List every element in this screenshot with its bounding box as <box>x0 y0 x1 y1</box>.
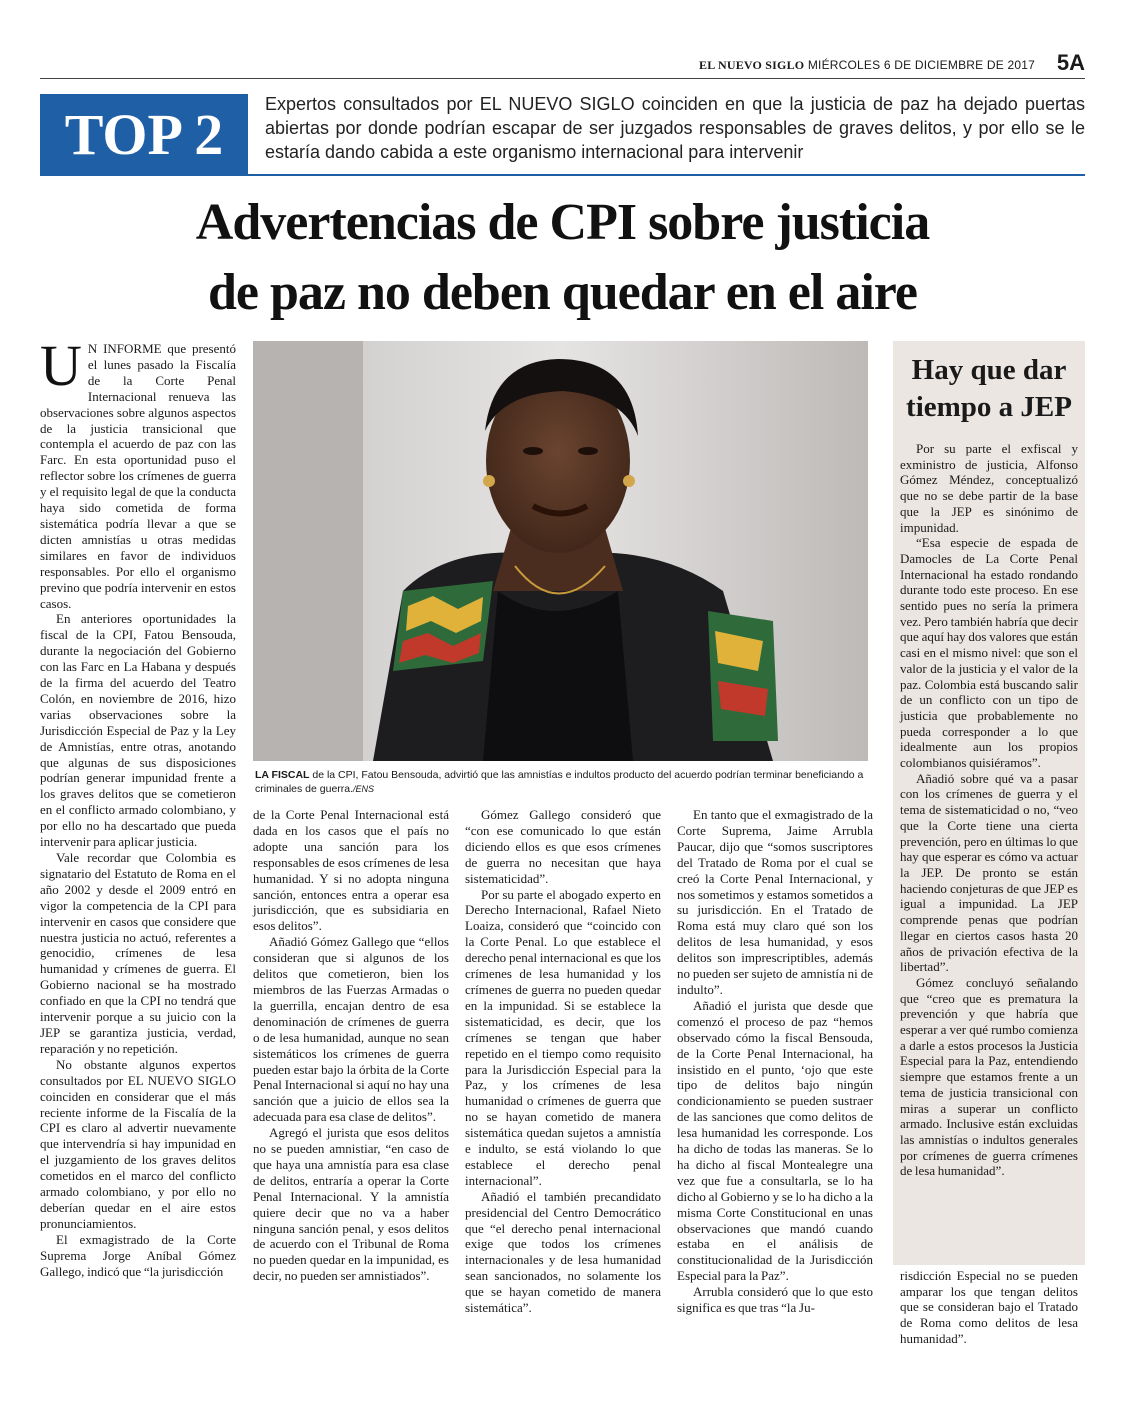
sidebar-title <box>893 352 1085 426</box>
article-column-3 <box>465 807 661 1316</box>
sidebar-paragraph: Añadió sobre qué va a pasar con los crímenes de guerra y el tema de sistematicidad o no, “veo que la Corte tiene una cierta prevención, pero en últimas lo que hay que esperar es cómo va actuar la JEP. De pronto se están haciendo conjeturas de que JEP es igual a impunidad. La JEP comprende penas que podrían llegar en ciertos casos hasta 20 años de privación efectiva de la libertad”. <box>900 770 1078 975</box>
article-paragraph: El exmagistrado de la Corte Suprema Jorge Aníbal Gómez Gallego, indicó que “la jurisdicción <box>40 1231 236 1279</box>
caption-label: LA FISCAL <box>255 769 310 781</box>
newspaper-dateline <box>699 58 1035 73</box>
headline-line-1: Advertencias de CPI sobre justicia <box>195 194 930 251</box>
article-paragraph: de la Corte Penal Internacional está dada en los casos que el país no adopte una sanción para los responsables de esos crímenes de lesa humanidad. Y si no adopta ninguna sanción, entonces entra a operar esa jurisdicción, que es subsidiaria en esos delitos”. <box>253 807 449 934</box>
sidebar-paragraph: Gómez concluyó señalando que “creo que es prematura la prevención y que habría que esperar a ver qué rumbo comienza a darle a estos procesos la Justicia Especial para la Paz, entendiendo siempre que estamos frente a un tema de justicia transicional con miras a superar un conflicto armado. Inclusive están excluidas las amnistías o indultos generales por crímenes de guerra crímenes de lesa humanidad”. <box>900 974 1078 1179</box>
article-paragraph: Gómez Gallego consideró que “con ese comunicado lo que están diciendo ellos es que esos crímenes de guerra no necesitan que haya sistematicidad”. <box>465 807 661 886</box>
article-column-2 <box>253 807 449 1284</box>
article-paragraph: Añadió el también precandidato presidencial del Centro Democrático que “el derecho penal internacional exige que todos los crímenes internacionales y de lesa humanidad sean sancionados, no solamente los que se hayan cometido de manera sistemática”. <box>465 1188 661 1316</box>
article-paragraph: No obstante algunos expertos consultados por EL NUEVO SIGLO coinciden en considerar que el más reciente informe de la Fiscalía de la CPI es claro al advertir nuevamente que intervendría si hay impunidad en el juzgamiento de los graves delitos cometidos en el marco del conflicto armado colombiano, y por ello no deberían quedar en el aire estos pronunciamientos. <box>40 1056 236 1231</box>
photo-fatou-bensouda <box>253 341 868 761</box>
headline <box>40 188 1085 328</box>
issue-date: MIÉRCOLES 6 DE DICIEMBRE DE 2017 <box>807 58 1035 72</box>
section-divider <box>248 174 1085 176</box>
drop-cap: U <box>40 333 82 398</box>
caption-text: de la CPI, Fatou Bensouda, advirtió que las amnistías e indultos producto del acuerdo podrían terminar beneficiando a criminales de guerra. <box>255 769 864 795</box>
sidebar-paragraph: Por su parte el exfiscal y exministro de justicia, Alfonso Gómez Méndez, conceptualizó que no se debe partir de la base que la JEP es sinónimo de impunidad. <box>900 441 1078 535</box>
article-paragraph: Vale recordar que Colombia es signatario del Estatuto de Roma en el año 2002 y desde el 2009 entró en vigor la competencia de la CPI para intervenir en casos que considere que nuestra justicia no actuó, referentes a genocidio, crímenes de lesa humanidad y crímenes de guerra. El Gobierno nacional se ha mostrado confiado en que la CPI no tendrá que intervenir porque a su juicio con la JEP se garantiza justicia, verdad, reparación y no repetición. <box>40 850 236 1056</box>
section-lead: Expertos consultados por EL NUEVO SIGLO coinciden en que la justicia de paz ha dejado puertas abiertas por donde podrían escapar de ser juzgados responsables de graves delitos, y por ello se le estaría dando cabida a este organismo internacional para intervenir <box>265 94 1085 162</box>
article-paragraph: U N INFORME que presentó el lunes pasado la Fiscalía de la Corte Penal Internacional renueva las observaciones sobre algunos aspectos de la justicia transicional que contempla el acuerdo de paz con las Farc. En esta oportunidad puso el reflector sobre los crímenes de guerra y el requisito legal de que la conducta haya sido cometida de forma sistemática podría llevar a que se dicten amnistías u otras medidas similares en favor de individuos responsables. Por ello el organismo previno que podría intervenir en estos casos. <box>40 333 236 611</box>
section-label: TOP 2 <box>40 94 248 176</box>
article-paragraph: En tanto que el exmagistrado de la Corte Suprema, Jaime Arrubla Paucar, dijo que “somos suscriptores del Tratado de Roma por el cual se creó la Corte Penal Internacional, y nos sometimos y estamos sometidos a su jurisdicción. En el Tratado de Roma está muy claro qué son los delitos de lesa humanidad, y esos delitos son imprescriptibles, además no pueden ser sujeto de amnistía ni de indulto”. <box>677 807 873 997</box>
portrait-illustration <box>253 341 868 761</box>
sidebar-title-line-2: tiempo a JEP <box>906 391 1072 423</box>
page-header <box>40 48 1085 79</box>
article-column-1 <box>40 333 236 1279</box>
article-column-4 <box>677 807 873 1316</box>
kente-pattern-left <box>393 581 493 671</box>
sidebar-paragraph: “Esa especie de espada de Damocles de La Corte Penal Internacional ha estado rondando durante todo este proceso. En ese sentido pues no sería la primera vez. Pero también habría que decir que aquí hay dos valores que están casi en el mismo nivel: que son el valor de la justicia y el valor de la paz. Colombia está buscando salir de un conflicto con un tipo de justicia que probablemente no pueda corresponder a lo que idealmente aun los propios colombianos quisiéramos”. <box>900 535 1078 771</box>
sidebar-title-line-1: Hay que dar <box>911 354 1067 386</box>
sidebar-body <box>900 441 1078 1179</box>
article-paragraph: Añadió Gómez Gallego que “ellos consideran que si algunos de los delitos que cometieron, bien los miembros de las Fuerzas Armadas o la guerrilla, encajan dentro de esa denominación de crímenes de guerra o de lesa humanidad, aunque no sean sistemáticos los crímenes de guerra pueden estar bajo la órbita de la Corte Penal Internacional si aquí no hay una sanción que a juicio de ellos sea la adecuada para esa clase de delitos”. <box>253 934 449 1125</box>
photo-caption <box>255 768 875 796</box>
article-paragraph: Agregó el jurista que esos delitos no se pueden amnistiar, “en caso de que haya una amnistía para esa clase de delitos, entraría a operar la Corte Penal Internacional. Y la amnistía quiere decir que no va a haber ninguna sanción penal, y esos delitos de acuerdo con el Tribunal de Roma no pueden quedar en la impunidad, es decir, no pueden ser amnistiados”. <box>253 1125 449 1284</box>
newspaper-name: EL NUEVO SIGLO <box>699 58 805 72</box>
page-number: 5A <box>1056 50 1085 75</box>
article-paragraph: Por su parte el abogado experto en Derecho Internacional, Rafael Nieto Loaiza, consideró que “coincido con la Corte Penal. Lo que establece el derecho penal internacional es que los crímenes de lesa humanidad y los crímenes de guerra no pueden quedar en la impunidad. Si se establece la sistematicidad, es decir, que los crímenes se tengan que haber repetido en el tiempo como requisito para la Jurisdicción Especial para la Paz, y los crímenes de lesa humanidad o crímenes de guerra que no se hayan cometido de manera sistemática quedan sujetos a amnistía e indulto, se está violando lo que establece el derecho penal internacional”. <box>465 886 661 1188</box>
photo-credit: /ENS <box>353 784 375 794</box>
article-continuation: risdicción Especial no se pueden amparar los que tengan delitos que se consideran bajo el Tratado de Roma como delitos de lesa humanidad”. <box>900 1268 1078 1346</box>
article-paragraph: Añadió el jurista que desde que comenzó el proceso de paz “hemos observado cómo la fiscal Bensouda, de la Corte Penal Internacional, ha insistido en el punto, ‘ojo que este tipo de delitos bajo ningún condicionamiento se pueden sustraer de las sanciones que como delitos de lesa humanidad les corresponde. Los ha dicho de todas las maneras. Se lo ha dicho al fiscal Montealegre una vez que fue a consultarla, se lo ha dicho al Gobierno y se lo ha dicho a la misma Corte Constitucional en unas observaciones que mandó cuando estaba en el análisis de constitucionalidad de la Jurisdicción Especial para la Paz”. <box>677 997 873 1284</box>
headline-line-2: de paz no deben quedar en el aire <box>207 264 917 321</box>
kente-pattern-right <box>708 611 778 741</box>
article-paragraph: En anteriores oportunidades la fiscal de la CPI, Fatou Bensouda, durante la negociación del Gobierno con las Farc en La Habana y después de la firma del acuerdo del Teatro Colón, en noviembre de 2016, hizo varias observaciones sobre la Jurisdicción Especial de Paz y la Ley de Amnistías, entre otras, anotando que algunas de sus disposiciones podrían generar impunidad frente a los graves delitos que se cometieron en el conflicto armado colombiano, y por ello no ha descartado que pueda intervenir para aplicar justicia. <box>40 611 236 850</box>
article-paragraph: Arrubla consideró que lo que esto significa es que tras “la Ju- <box>677 1284 873 1316</box>
